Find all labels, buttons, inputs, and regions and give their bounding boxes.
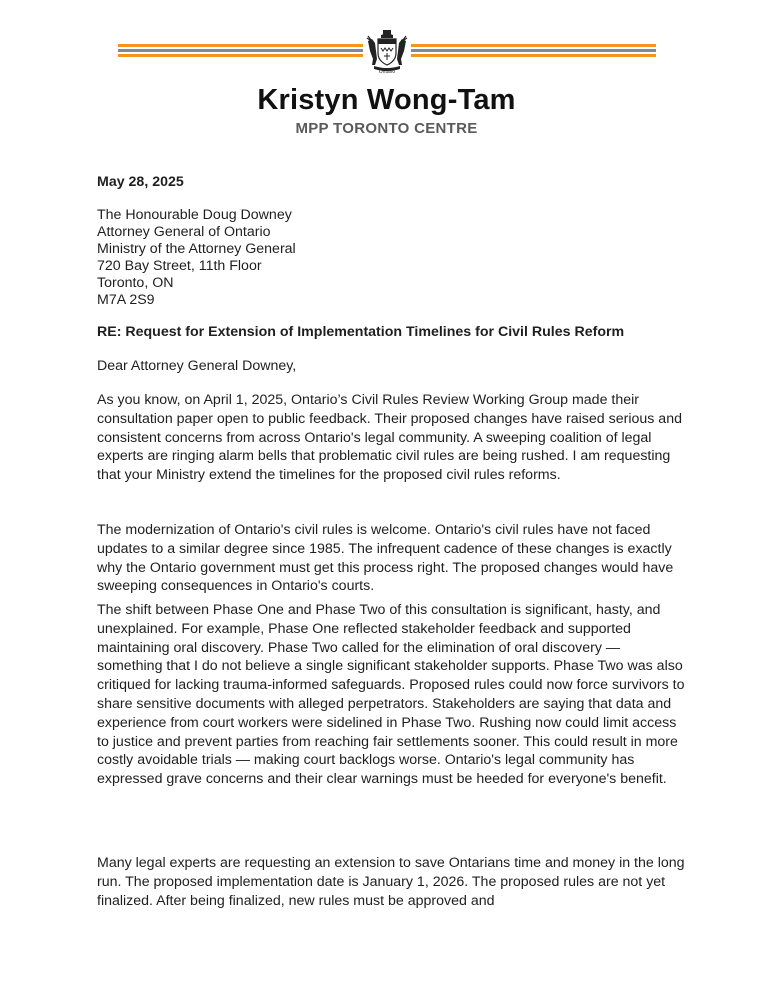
address-line: Attorney General of Ontario <box>97 224 271 240</box>
body-paragraph: The modernization of Ontario's civil rules is welcome. Ontario's civil rules have not faced updates to a similar degree since 1985. The infrequent cadence of these changes is exactly why the Ontario government must get this process right. The proposed changes would have sweeping consequences in Ontario's courts. <box>97 522 674 595</box>
crest-wordmark: Ontario <box>378 69 396 75</box>
address-line: M7A 2S9 <box>97 292 155 308</box>
letterhead-stripes-left <box>118 44 363 60</box>
address-line: Toronto, ON <box>97 275 174 291</box>
sender-name: Kristyn Wong-Tam <box>257 84 516 116</box>
address-line: 720 Bay Street, 11th Floor <box>97 258 262 274</box>
body-paragraph: As you know, on April 1, 2025, Ontario’s Civil Rules Review Working Group made their consultation paper open to public feedback. Their proposed changes have raised serious and consistent concerns from across Ontario's legal community. A sweeping coalition of legal experts are ringing alarm bells that problematic civil rules are being rushed. I am requesting that your Ministry extend the timelines for the proposed civil rules reforms. <box>97 392 682 484</box>
body-paragraph: The shift between Phase One and Phase Two of this consultation is significant, hasty, and unexplained. For example, Phase One reflected stakeholder feedback and supported maintaining oral discovery. Phase Two called for the elimination of oral discovery — something that I do not believe a single significant stakeholder supports. Phase Two was also critiqued for lacking trauma-informed safeguards. Proposed rules could now force survivors to share sensitive documents with alleged perpetrators. Stakeholders are saying that data and experience from court workers were sidelined in Phase Two. Rushing now could limit access to justice and prevent parties from reaching fair settlements sooner. This could result in more costly avoidable trials — making court backlogs worse. Ontario's legal community has expressed grave concerns and their clear warnings must be heeded for everyone's benefit. <box>97 602 685 788</box>
address-line: The Honourable Doug Downey <box>97 207 292 223</box>
letterhead-stripes-right <box>411 44 656 60</box>
sender-riding: MPP TORONTO CENTRE <box>295 120 478 137</box>
letter-date: May 28, 2025 <box>97 174 184 190</box>
address-line: Ministry of the Attorney General <box>97 241 296 257</box>
recipient-address <box>97 207 687 309</box>
body-paragraph: Many legal experts are requesting an extension to save Ontarians time and money in the long run. The proposed implementation date is January 1, 2026. The proposed rules are not yet finalized. After being finalized, new rules must be approved and <box>97 855 685 909</box>
letter-subject: RE: Request for Extension of Implementation Timelines for Civil Rules Reform <box>97 324 625 340</box>
letter-salutation: Dear Attorney General Downey, <box>97 358 297 374</box>
